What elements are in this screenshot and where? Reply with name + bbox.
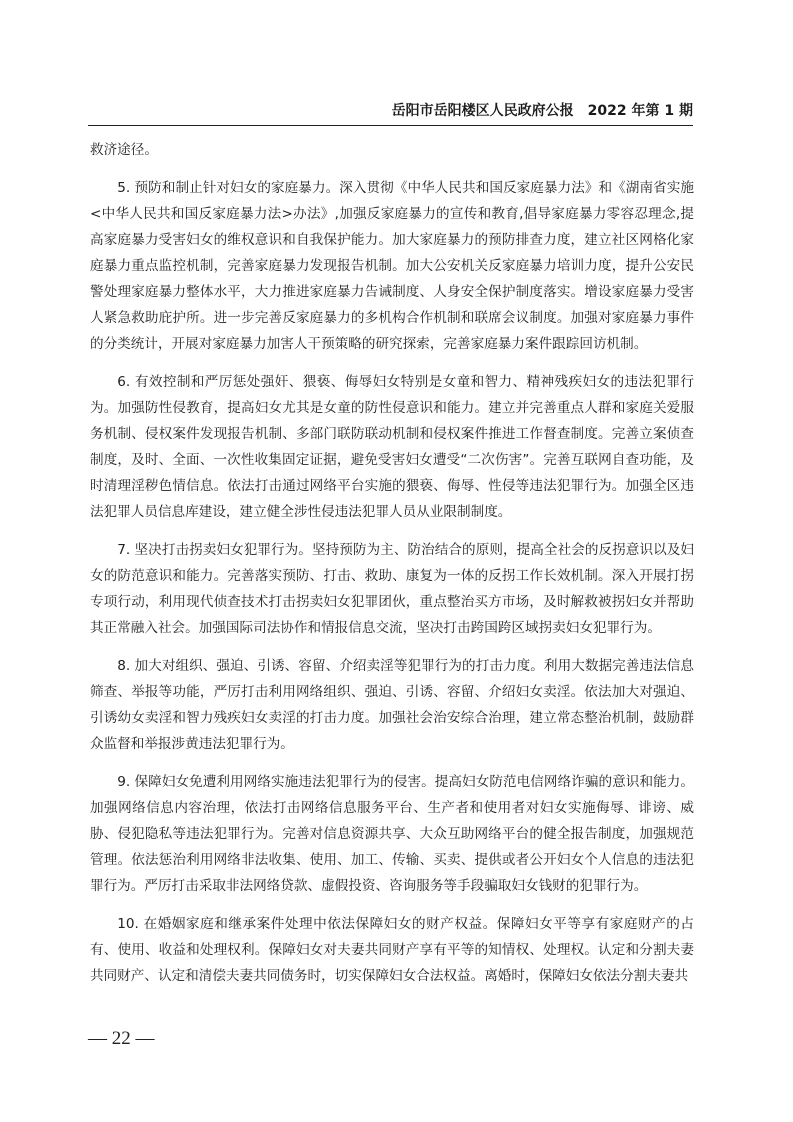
paragraph-item-10: 10. 在婚姻家庭和继承案件处理中依法保障妇女的财产权益。保障妇女平等享有家庭财产的占有、使用、收益和处理权利。保障妇女对夫妻共同财产享有平等的知情权、处理权。认定和分割夫妻共同财产、认定和清偿夫妻共同债务时，切实保障妇女合法权益。离婚时，保障妇女依法分割夫妻共 xyxy=(90,916,694,984)
header-rule xyxy=(88,125,693,126)
paragraph-item-8: 8. 加大对组织、强迫、引诱、容留、介绍卖淫等犯罪行为的打击力度。利用大数据完善违法信息筛查、举报等功能，严厉打击利用网络组织、强迫、引诱、容留、介绍妇女卖淫。依法加大对强迫、引诱幼女卖淫和智力残疾妇女卖淫的打击力度。加强社会治安综合治理，建立常态整治机制，鼓励群众监督和举报涉黄违法犯罪行为。 xyxy=(90,658,694,752)
paragraph-item-7: 7. 坚决打击拐卖妇女犯罪行为。坚持预防为主、防治结合的原则，提高全社会的反拐意识以及妇女的防范意识和能力。完善落实预防、打击、救助、康复为一体的反拐工作长效机制。深入开展打拐专项行动，利用现代侦查技术打击拐卖妇女犯罪团伙，重点整治买方市场，及时解救被拐妇女并帮助其正常融入社会。加强国际司法协作和情报信息交流，坚决打击跨国跨区域拐卖妇女犯罪行为。 xyxy=(90,542,694,636)
paragraph-item-9: 9. 保障妇女免遭利用网络实施违法犯罪行为的侵害。提高妇女防范电信网络诈骗的意识和能力。加强网络信息内容治理，依法打击网络信息服务平台、生产者和使用者对妇女实施侮辱、诽谤、威胁、侵犯隐私等违法犯罪行为。完善对信息资源共享、大众互助网络平台的健全报告制度，加强规范管理。依法惩治利用网络非法收集、使用、加工、传输、买卖、提供或者公开妇女个人信息的违法犯罪行为。严厉打击采取非法网络贷款、虚假投资、咨询服务等手段骗取妇女钱财的犯罪行为。 xyxy=(90,774,694,894)
paragraph-item-5: 5. 预防和制止针对妇女的家庭暴力。深入贯彻《中华人民共和国反家庭暴力法》和《湖南省实施<中华人民共和国反家庭暴力法>办法》,加强反家庭暴力的宣传和教育,倡导家庭暴力零容忍理念,提高家庭暴力受害妇女的维权意识和自我保护能力。加大家庭暴力的预防排查力度，建立社区网格化家庭暴力重点监控机制，完善家庭暴力发现报告机制。加大公安机关反家庭暴力培训力度，提升公安民警处理家庭暴力整体水平，大力推进家庭暴力告诫制度、人身安全保护制度落实。增设家庭暴力受害人紧急救助庇护所。进一步完善反家庭暴力的多机构合作机制和联席会议制度。加强对家庭暴力事件的分类统计，开展对家庭暴力加害人干预策略的研究探索，完善家庭暴力案件跟踪回访机制。 xyxy=(90,180,694,352)
paragraph-continuation: 救济途径。 xyxy=(90,142,158,158)
running-header: 岳阳市岳阳楼区人民政府公报 2022 年第 1 期 xyxy=(391,103,693,119)
page-number: — 22 — xyxy=(88,1028,155,1049)
document-body xyxy=(90,137,694,1001)
paragraph-item-6: 6. 有效控制和严厉惩处强奸、猥亵、侮辱妇女特别是女童和智力、精神残疾妇女的违法犯罪行为。加强防性侵教育，提高妇女尤其是女童的防性侵意识和能力。建立并完善重点人群和家庭关爱服务机制、侵权案件发现报告机制、多部门联防联动机制和侵权案件推进工作督查制度。完善立案侦查制度，及时、全面、一次性收集固定证据，避免受害妇女遭受“二次伤害”。完善互联网自查功能，及时清理淫秽色情信息。依法打击通过网络平台实施的猥亵、侮辱、性侵等违法犯罪行为。加强全区违法犯罪人员信息库建设，建立健全涉性侵违法犯罪人员从业限制制度。 xyxy=(90,374,694,520)
